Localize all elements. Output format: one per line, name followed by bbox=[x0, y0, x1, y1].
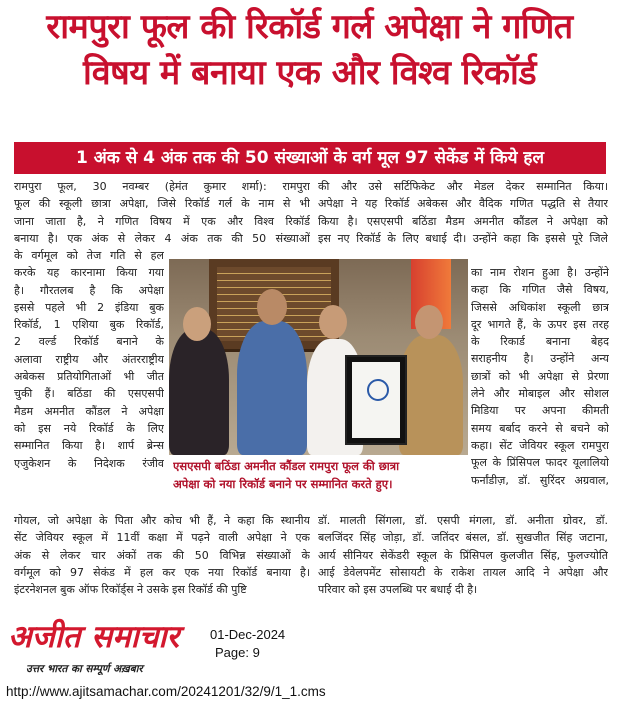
headline bbox=[0, 4, 619, 96]
article-line: रामपुरा फूल, 30 नवम्बर (हेमंत कुमार शर्मा): रामपुरा bbox=[14, 180, 310, 193]
certificate-seal-icon bbox=[367, 379, 389, 401]
article-line: फर्नांडीज़, डॉ. सुरिंदर अग्रवाल, bbox=[471, 473, 609, 487]
article-line: आर्य सीनियर सेकेंडरी स्कूल के प्रिंसिपल कुलजीत सिंह, फुलज्योति bbox=[318, 548, 608, 562]
newspaper-logo: अजीत समाचार bbox=[8, 619, 180, 655]
article-line: गोयल, जो अपेक्षा के पिता और कोच भी हैं, ने कहा कि स्थानीय bbox=[14, 514, 310, 527]
article-line: जाना जाता है, ने गणित विषय में एक और विश्व रिकॉर्ड bbox=[14, 214, 310, 228]
article-right-top bbox=[318, 178, 608, 247]
article-line: चुकी हैं। बठिंडा की एसएसपी bbox=[14, 387, 164, 401]
edition-info bbox=[210, 626, 285, 662]
source-url[interactable]: http://www.ajitsamachar.com/20241201/32/9/1_1.cms bbox=[6, 684, 326, 699]
certificate bbox=[345, 355, 407, 445]
article-line: के वर्गमूल को तेज गति से हल bbox=[14, 249, 164, 262]
edition-date: 01-Dec-2024 bbox=[210, 627, 286, 642]
person-man-head bbox=[257, 289, 287, 325]
article-line: अलावा राष्ट्रीय और अंतरराष्ट्रीय bbox=[14, 352, 164, 366]
photo-caption bbox=[169, 457, 468, 511]
article-line: वर्गमूल को 97 सेकंड में हल कर एक नया रिकॉर्ड बनाया है। bbox=[14, 565, 310, 579]
article-line: सेंट जेवियर स्कूल में 11वीं कक्षा में पढ़ने वाली अपेक्षा ने एक bbox=[14, 531, 310, 545]
article-line: जिससे अधिकांश स्कूली छात्र bbox=[471, 300, 609, 314]
headline-line-1: रामपुरा फूल की रिकॉर्ड गर्ल अपेक्षा ने गणित bbox=[46, 7, 573, 47]
article-line: की और उसे सर्टिफिकेट और मेडल देकर सम्मानित किया। bbox=[318, 180, 608, 193]
caption-line: अपेक्षा को नया रिकॉर्ड बनाने पर सम्मानित करते हुए। bbox=[173, 477, 393, 491]
article-line: अपेक्षा ने यह रिकॉर्ड अबेकस और वैदिक गणित पद्धति से तैयार bbox=[318, 197, 608, 211]
article-intro bbox=[14, 178, 310, 247]
article-line: का नाम रोशन हुआ है। उन्होंने bbox=[471, 266, 609, 279]
article-line: दूर भागते हैं, के ऊपर इस तरह bbox=[471, 317, 609, 331]
article-line: समय बर्बाद करने से बचने को bbox=[471, 421, 609, 435]
person-left bbox=[169, 329, 229, 455]
article-line: मिडिया पर अपना कीमती bbox=[471, 404, 609, 418]
article-line: सराहनीय है। उन्होंने अन्य bbox=[471, 352, 609, 366]
article-line: रिकॉर्ड, 1 एशिया बुक रिकॉर्ड, bbox=[14, 318, 164, 332]
article-line: इससे पहले भी 2 इंडिया बुक bbox=[14, 300, 164, 314]
article-bottom-right bbox=[318, 512, 608, 598]
article-line: फूल की स्कूली छात्रा अपेक्षा, जिसे रिकॉर्ड गर्ल के नाम से भी bbox=[14, 197, 310, 211]
article-line: के रिकार्ड बनाना बेहद bbox=[471, 335, 609, 349]
article-line: बनाया है। एक अंक से लेकर 4 अंक तक की 50 संख्याओं bbox=[14, 231, 310, 245]
article-right-column bbox=[471, 264, 609, 489]
article-line: को इस नये रिकॉर्ड के लिए bbox=[14, 421, 164, 435]
newspaper-tagline: उत्तर भारत का सम्पूर्ण अख़बार bbox=[26, 663, 143, 675]
article-line: सम्मानित किया है। शार्प ब्रेन्स bbox=[14, 439, 164, 453]
article-line: इस नए रिकॉर्ड के लिए बधाई दी। उन्होंने कहा कि इससे पूरे जिले bbox=[318, 231, 608, 245]
person-man bbox=[237, 321, 307, 455]
news-photo bbox=[169, 259, 468, 455]
article-line: एजुकेशन के निदेशक रंजीव bbox=[14, 456, 164, 470]
article-line: करके यह कारनामा किया गया bbox=[14, 266, 164, 280]
article-line: छात्रों को भी अपेक्षा से प्रेरणा bbox=[471, 369, 609, 383]
article-line: मैडम अमनीत कौंडल ने अपेक्षा bbox=[14, 404, 164, 418]
article-bottom-left bbox=[14, 512, 310, 598]
article-line: है। गौरतलब है कि अपेक्षा bbox=[14, 283, 164, 297]
article-line: इंटरनेशनल बुक ऑफ रिकॉर्ड्स ने उसके इस रिकॉर्ड की पुष्टि bbox=[14, 583, 247, 597]
article-line: डॉ. मालती सिंगला, डॉ. एसपी मंगला, डॉ. अनीता ग्रोवर, डॉ. bbox=[318, 514, 608, 527]
article-line: आई डेवेलपमेंट सोसायटी के राकेश तायल आदि ने अपेक्षा और bbox=[318, 565, 608, 579]
person-left-head bbox=[183, 307, 211, 341]
article-line: फूल के प्रिंसिपल फादर यूलालियो bbox=[471, 456, 609, 470]
edition-page: Page: 9 bbox=[215, 645, 260, 660]
article-line: किया है। एसएसपी बठिंडा मैडम अमनीत कौंडल ने अपेक्षा को bbox=[318, 214, 608, 228]
article-line: 2 वर्ल्ड रिकॉर्ड बनाने के bbox=[14, 335, 164, 349]
article-line: कहा कि गणित जैसे विषय, bbox=[471, 283, 609, 297]
article-line: परिवार को इस उपलब्धि पर बधाई दी है। bbox=[318, 583, 478, 597]
article-line: अबेकस प्रतियोगिताओं भी जीत bbox=[14, 370, 164, 384]
person-officer-head bbox=[415, 305, 443, 339]
headline-line-2: विषय में बनाया एक और विश्व रिकॉर्ड bbox=[82, 53, 537, 93]
article-line: बलजिंदर सिंह जोड़ा, डॉ. जतिंदर बंसल, डॉ. सुखजीत सिंह जटाना, bbox=[318, 531, 608, 545]
article-left-column bbox=[14, 247, 164, 472]
article-line: कहा। सेंट जेवियर स्कूल रामपुरा bbox=[471, 438, 609, 452]
article-line: अंक से लेकर चार अंकों तक की 50 विभिन्न संख्याओं के bbox=[14, 548, 310, 562]
subheadline-bar: 1 अंक से 4 अंक तक की 50 संख्याओं के वर्ग मूल 97 सेकेंड में किये हल bbox=[14, 142, 606, 174]
caption-line: एसएसपी बठिंडा अमनीत कौंडल रामपुरा फूल की छात्रा bbox=[173, 459, 400, 473]
article-line: लेने और मोबाइल और सोशल bbox=[471, 387, 609, 401]
person-officer bbox=[399, 335, 463, 455]
person-student-head bbox=[319, 305, 347, 339]
